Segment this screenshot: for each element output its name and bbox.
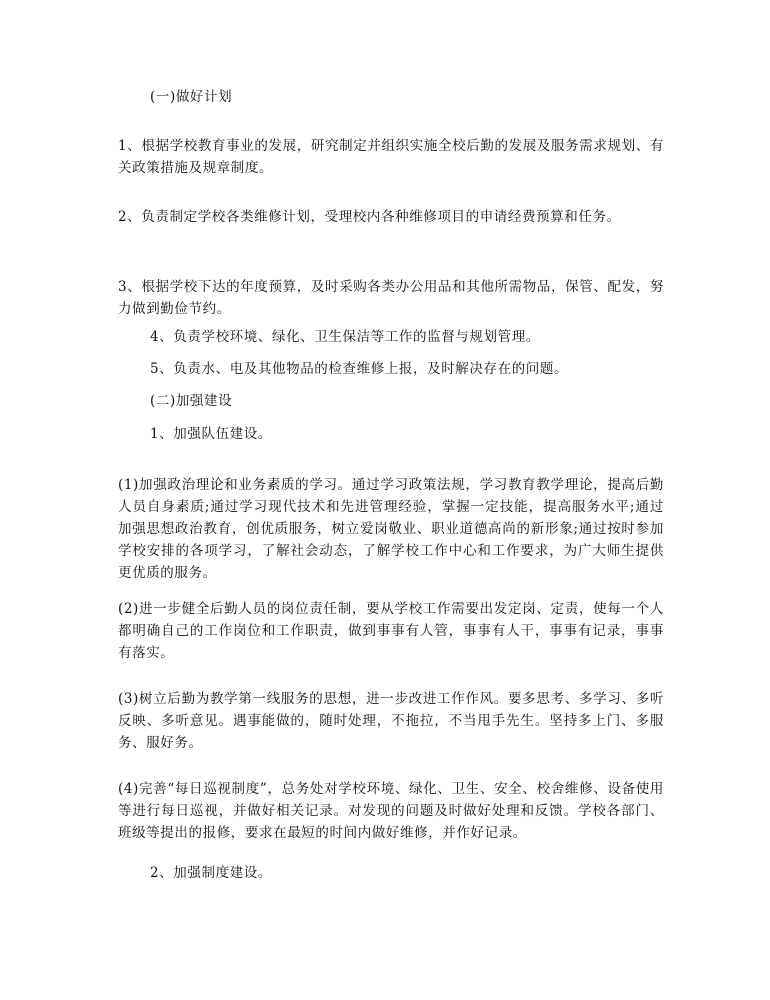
- paragraph-3: (3)树立后勤为教学第一线服务的思想，进一步改进工作作风。要多思考、多学习、多听反映、多听意见。遇事能做的，随时处理，不拖拉，不当甩手先生。坚持多上门、多服务、服好务。: [118, 691, 664, 751]
- section-heading-plan: (一)做好计划: [150, 89, 233, 105]
- paragraph-item-2: 2、负责制定学校各类维修计划，受理校内各种维修项目的申请经费预算和任务。: [118, 209, 621, 225]
- paragraph-item-1: 1、根据学校教育事业的发展，研究制定并组织实施全校后勤的发展及服务需求规划、有关政策措施及规章制度。: [118, 138, 664, 176]
- subheading-team-building: 1、加强队伍建设。: [150, 426, 272, 442]
- paragraph-1: (1)加强政治理论和业务素质的学习。通过学习政策法规，学习教育教学理论，提高后勤人员自身素质;通过学习现代技术和先进管理经验，掌握一定技能，提高服务水平;通过加强思想政治教育，创优质服务，树立爱岗敬业、职业道德高尚的新形象;通过按时参加学校安排的各项学习，了解社会动态，了解学校工作中心和工作要求，为广大师生提供更优质的服务。: [118, 477, 664, 581]
- subheading-system-building: 2、加强制度建设。: [150, 865, 272, 881]
- paragraph-4: (4)完善“每日巡视制度”，总务处对学校环境、绿化、卫生、安全、校舍维修、设备使用等进行每日巡视，并做好相关记录。对发现的问题及时做好处理和反馈。学校各部门、班级等提出的报修，要求在最短的时间内做好维修，并作好记录。: [118, 781, 664, 841]
- paragraph-item-5: 5、负责水、电及其他物品的检查维修上报，及时解决存在的问题。: [150, 361, 569, 377]
- paragraph-item-4: 4、负责学校环境、绿化、卫生保洁等工作的监督与规划管理。: [150, 329, 540, 345]
- paragraph-item-3: 3、根据学校下达的年度预算，及时采购各类办公用品和其他所需物品，保管、配发，努力做到勤俭节约。: [118, 279, 664, 317]
- section-heading-build: (二)加强建设: [150, 393, 233, 409]
- paragraph-2: (2)进一步健全后勤人员的岗位责任制，要从学校工作需要出发定岗、定责，使每一个人都明确自己的工作岗位和工作职责，做到事事有人管，事事有人干，事事有记录，事事有落实。: [118, 601, 664, 661]
